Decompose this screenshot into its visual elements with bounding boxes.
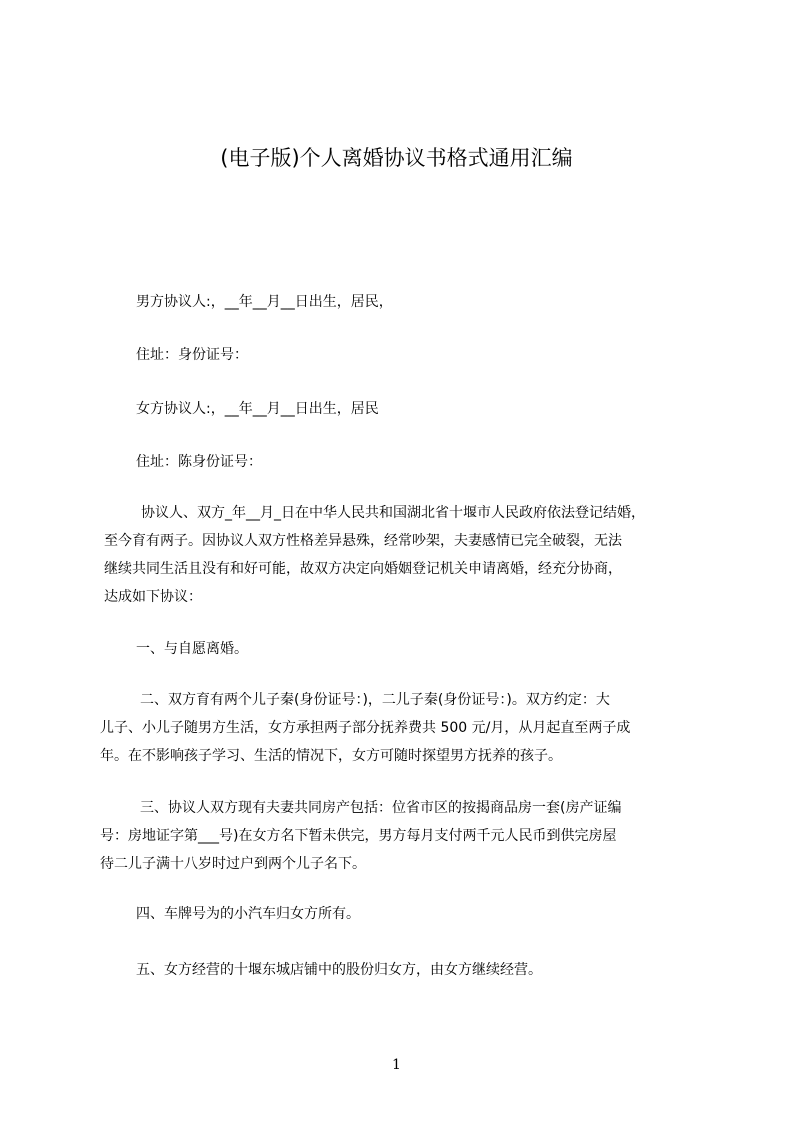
intro-line: 协议人、双方_年__月_日在中华人民共和国湖北省十堰市人民政府依法登记结婚，	[141, 505, 645, 521]
clause-2-line: 儿子、小儿子随男方生活，女方承担两子部分抚养费共 500 元/月，从月起直至两子成	[100, 720, 631, 736]
intro-line: 继续共同生活且没有和好可能，故双方决定向婚姻登记机关申请离婚，经充分协商，	[104, 561, 622, 577]
male-address-paragraph	[96, 341, 716, 369]
clause-1-text: 一、与自愿离婚。	[136, 641, 248, 657]
clause-5-paragraph	[96, 956, 716, 984]
female-party-paragraph	[96, 395, 716, 423]
clause-3-line: 待二儿子满十八岁时过户到两个儿子名下。	[100, 856, 366, 872]
clause-4-text: 四、车牌号为的小汽车归女方所有。	[136, 906, 360, 922]
clause-2-line: 二、双方育有两个儿子秦(身份证号：)，二儿子秦(身份证号：)。双方约定：大	[140, 692, 610, 708]
page-number: 1	[392, 1057, 401, 1073]
clause-3-line: 号：房地证字第___号)在女方名下暂未供完，男方每月支付两千元人民币到供完房屋	[100, 828, 617, 844]
male-party-text: 男方协议人:，__年__月__日出生，居民，	[136, 294, 393, 310]
male-party-paragraph	[96, 288, 716, 316]
clause-2-paragraph	[100, 686, 700, 770]
clause-2-line: 年。在不影响孩子学习、生活的情况下，女方可随时探望男方抚养的孩子。	[100, 748, 562, 764]
female-address-paragraph	[96, 448, 716, 476]
clause-4-paragraph	[96, 900, 716, 928]
clause-5-text: 五、女方经营的十堰东城店铺中的股份归女方，由女方继续经营。	[136, 962, 542, 978]
female-address-text: 住址：陈身份证号：	[136, 454, 262, 470]
male-address-text: 住址：身份证号：	[136, 347, 248, 363]
female-party-text: 女方协议人:，__年__月__日出生，居民	[136, 401, 379, 417]
clause-1-paragraph	[96, 635, 716, 663]
document-title: (电子版)个人离婚协议书格式通用汇编	[220, 146, 573, 170]
intro-line: 达成如下协议：	[104, 589, 202, 605]
clause-3-paragraph	[100, 794, 700, 878]
intro-paragraph	[104, 499, 724, 611]
clause-3-line: 三、协议人双方现有夫妻共同房产包括：位省市区的按揭商品房一套(房产证编	[140, 800, 622, 816]
intro-line: 至今育有两子。因协议人双方性格差异悬殊，经常吵架，夫妻感情已完全破裂，无法	[104, 533, 622, 549]
